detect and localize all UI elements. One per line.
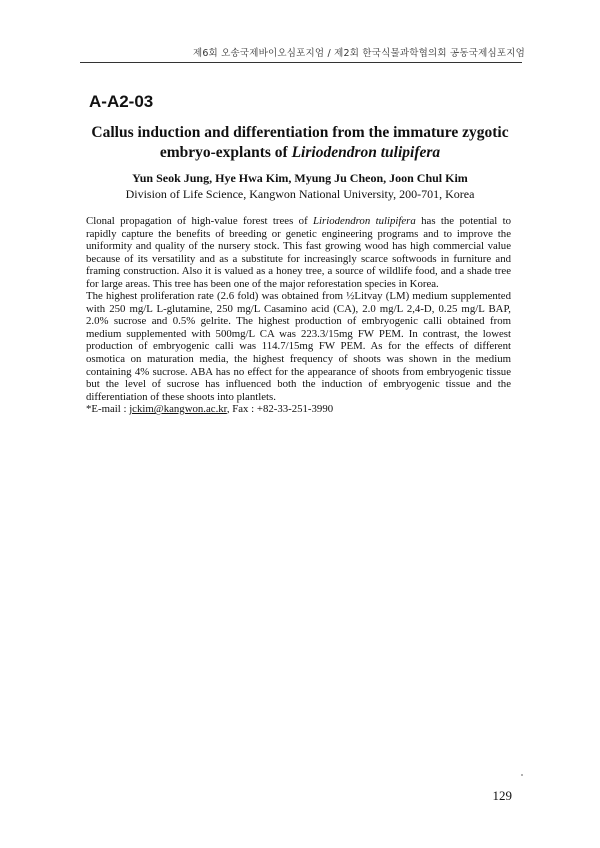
email-label: *E-mail : <box>86 403 130 416</box>
contact-line <box>86 403 511 416</box>
author-list: Yun Seok Jung, Hye Hwa Kim, Myung Ju Cheon, Joon Chul Kim <box>132 171 468 185</box>
affiliation: Division of Life Science, Kangwon National University, 200-701, Korea <box>125 187 475 201</box>
scan-speck <box>521 774 523 776</box>
email-link[interactable]: jckim@kangwon.ac.kr <box>129 403 227 416</box>
running-header: 제6회 오송국제바이오심포지엄 / 제2회 한국식물과학협의회 공동국제심포지엄 <box>192 48 525 59</box>
header-rule <box>80 62 522 63</box>
abstract-body <box>86 215 511 416</box>
title-line-2 <box>60 143 540 163</box>
paper-title <box>60 123 540 163</box>
abstract-paragraph-2: The highest proliferation rate (2.6 fold) was obtained from ½Litvay (LM) medium supplemented with 250 mg/L L-glutamine, 250 mg/L Casamino acid (CA), 2.0 mg/L 2,4-D, 0.25 mg/L BAP, 2.0% sucrose and 0.5% gelrite. The highest production of embryogenic calli obtained from medium supplemented with 500mg/L CA was 223.3/15mg FW PEM. In contrast, the lowest production of embryogenic calli was 114.7/15mg FW PEM. As for the effects of different osmotica on maturation media, the highest frequency of shoots was shown in the medium containing 4% sucrose. ABA has no effect for the appearance of shoots from embryogenic tissue but the level of sucrose has influenced both the induction of embryogenic tissue and the differentiation of these shoots into plantlets. <box>86 290 511 403</box>
p1-species: Liriodendron tulipifera <box>313 215 416 227</box>
page-number: 129 <box>492 788 512 803</box>
abstract-paragraph-1 <box>86 215 511 290</box>
title-line-1: Callus induction and differentiation from the immature zygotic <box>91 124 509 141</box>
fax-text: , Fax : +82-33-251-3990 <box>226 403 334 416</box>
p1-rest: has the potential to rapidly capture the benefits of breeding or genetic engineering programs and to improve the uniformity and quality of the nursery stock. This fast growing wood has high commercial value because of its versatility and as a substitute for increasingly scarce softwoods in furniture and framing construction. Also it is valued as a honey tree, a source of wildlife food, and a shade tree for large areas. This tree has been one of the major reforestation species in Korea. <box>86 215 511 290</box>
p1-prefix: Clonal propagation of high-value forest trees of <box>86 215 314 227</box>
abstract-code: A-A2-03 <box>89 92 154 111</box>
title-line-2-prefix: embryo-explants of <box>159 144 292 161</box>
title-species: Liriodendron tulipifera <box>291 144 441 161</box>
